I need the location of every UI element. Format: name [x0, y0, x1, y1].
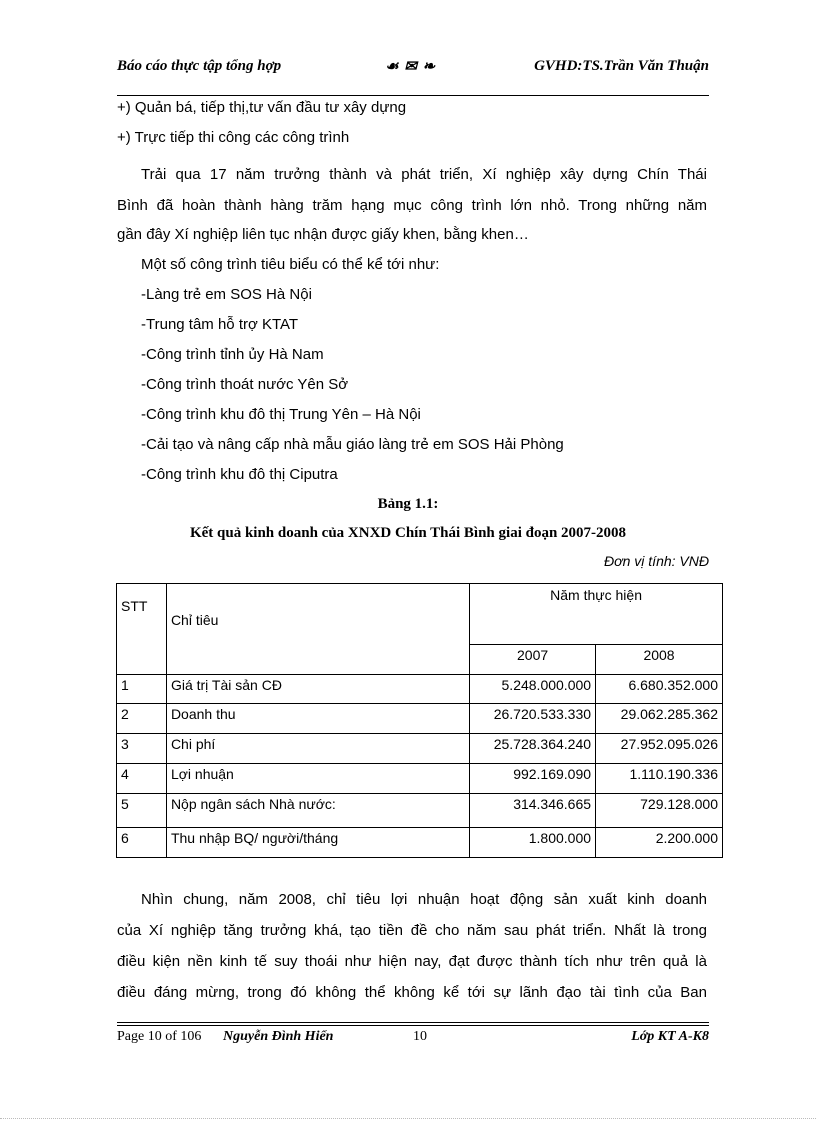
cell-2008: 6.680.352.000	[596, 675, 723, 704]
footer-page-count: Page 10 of 106	[117, 1029, 202, 1044]
table-unit-note: Đơn vị tính: VNĐ	[604, 553, 709, 569]
paragraph-2-line-1: Nhìn chung, năm 2008, chỉ tiêu lợi nhuận hoạt động sản xuất kinh doanh	[141, 891, 707, 908]
cell-stt: 2	[117, 704, 167, 734]
table-caption-number: Bảng 1.1:	[377, 496, 439, 512]
paragraph-2-line-3: điều kiện nền kinh tế suy thoái như hiện nay, đạt được thành tích như trên quả là	[117, 953, 707, 970]
cell-2007: 1.800.000	[470, 828, 596, 858]
cell-indicator: Chi phí	[166, 734, 469, 764]
project-item: -Công trình khu đô thị Ciputra	[141, 466, 338, 483]
page-footer	[117, 1029, 709, 1051]
table-row	[117, 764, 723, 794]
cell-stt: 5	[117, 794, 167, 828]
cell-2008: 29.062.285.362	[596, 704, 723, 734]
cell-2008: 27.952.095.026	[596, 734, 723, 764]
page-header	[117, 58, 709, 82]
project-item: -Công trình tỉnh ủy Hà Nam	[141, 346, 324, 363]
project-item: -Làng trẻ em SOS Hà Nội	[141, 286, 312, 303]
header-year-group: Năm thực hiện	[470, 584, 723, 645]
cell-2008: 2.200.000	[596, 828, 723, 858]
projects-intro: Một số công trình tiêu biểu có thể kể tới như:	[141, 256, 440, 273]
cell-2008: 729.128.000	[596, 794, 723, 828]
business-results-table	[116, 583, 723, 858]
project-item: -Công trình khu đô thị Trung Yên – Hà Nội	[141, 406, 421, 423]
cell-2008: 1.110.190.336	[596, 764, 723, 794]
footer-author: Nguyễn Đình Hiển	[223, 1029, 334, 1044]
cell-stt: 4	[117, 764, 167, 794]
cell-2007: 314.346.665	[470, 794, 596, 828]
table-row	[117, 675, 723, 704]
header-ornament: ☙ ✉ ❧	[385, 59, 437, 75]
page-bottom-border	[0, 1118, 816, 1119]
paragraph-2-line-2: của Xí nghiệp tăng trưởng khá, tạo tiền đề cho năm sau phát triển. Nhất là trong	[117, 922, 707, 939]
paragraph-1-line-1: Trải qua 17 năm trưởng thành và phát triển, Xí nghiệp xây dựng Chín Thái	[141, 166, 707, 183]
table-row	[117, 794, 723, 828]
project-item: -Công trình thoát nước Yên Sở	[141, 376, 349, 393]
project-item: -Cải tạo và nâng cấp nhà mẫu giáo làng trẻ em SOS Hải Phòng	[141, 436, 564, 453]
cell-stt: 3	[117, 734, 167, 764]
cell-indicator: Nộp ngân sách Nhà nước:	[166, 794, 469, 828]
table-row	[117, 704, 723, 734]
table-header-row	[117, 584, 723, 645]
cell-stt: 1	[117, 675, 167, 704]
cell-indicator: Thu nhập BQ/ người/tháng	[166, 828, 469, 858]
header-divider	[117, 95, 709, 96]
paragraph-2-line-4: điều đáng mừng, trong đó không thể không kể tới sự lãnh đạo tài tình của Ban	[117, 984, 707, 1001]
header-year-2008: 2008	[596, 645, 723, 675]
cell-2007: 992.169.090	[470, 764, 596, 794]
cell-2007: 25.728.364.240	[470, 734, 596, 764]
header-year-2007: 2007	[470, 645, 596, 675]
footer-divider-bottom	[117, 1025, 709, 1026]
project-item: -Trung tâm hỗ trợ KTAT	[141, 316, 299, 333]
body-line-promotion: +) Quản bá, tiếp thị,tư vấn đầu tư xây dựng	[117, 99, 407, 116]
paragraph-1-line-3: gần đây Xí nghiệp liên tục nhận được giấy khen, bằng khen…	[117, 226, 529, 243]
header-stt: STT	[117, 584, 167, 675]
body-line-construction: +) Trực tiếp thi công các công trình	[117, 129, 350, 146]
table-row	[117, 828, 723, 858]
table-caption-title: Kết quả kinh doanh của XNXD Chín Thái Bình giai đoạn 2007-2008	[189, 525, 627, 541]
cell-indicator: Doanh thu	[166, 704, 469, 734]
cell-indicator: Giá trị Tài sản CĐ	[166, 675, 469, 704]
cell-2007: 5.248.000.000	[470, 675, 596, 704]
cell-indicator: Lợi nhuận	[166, 764, 469, 794]
footer-class: Lớp KT A-K8	[631, 1029, 709, 1044]
footer-page-number: 10	[413, 1029, 427, 1044]
header-indicator: Chỉ tiêu	[166, 584, 469, 675]
footer-divider-top	[117, 1022, 709, 1023]
header-report-title: Báo cáo thực tập tổng hợp	[117, 58, 282, 74]
header-supervisor: GVHD:TS.Trần Văn Thuận	[534, 58, 709, 74]
paragraph-1-line-2: Bình đã hoàn thành hàng trăm hạng mục công trình lớn nhỏ. Trong những năm	[117, 197, 707, 214]
table-row	[117, 734, 723, 764]
cell-2007: 26.720.533.330	[470, 704, 596, 734]
cell-stt: 6	[117, 828, 167, 858]
